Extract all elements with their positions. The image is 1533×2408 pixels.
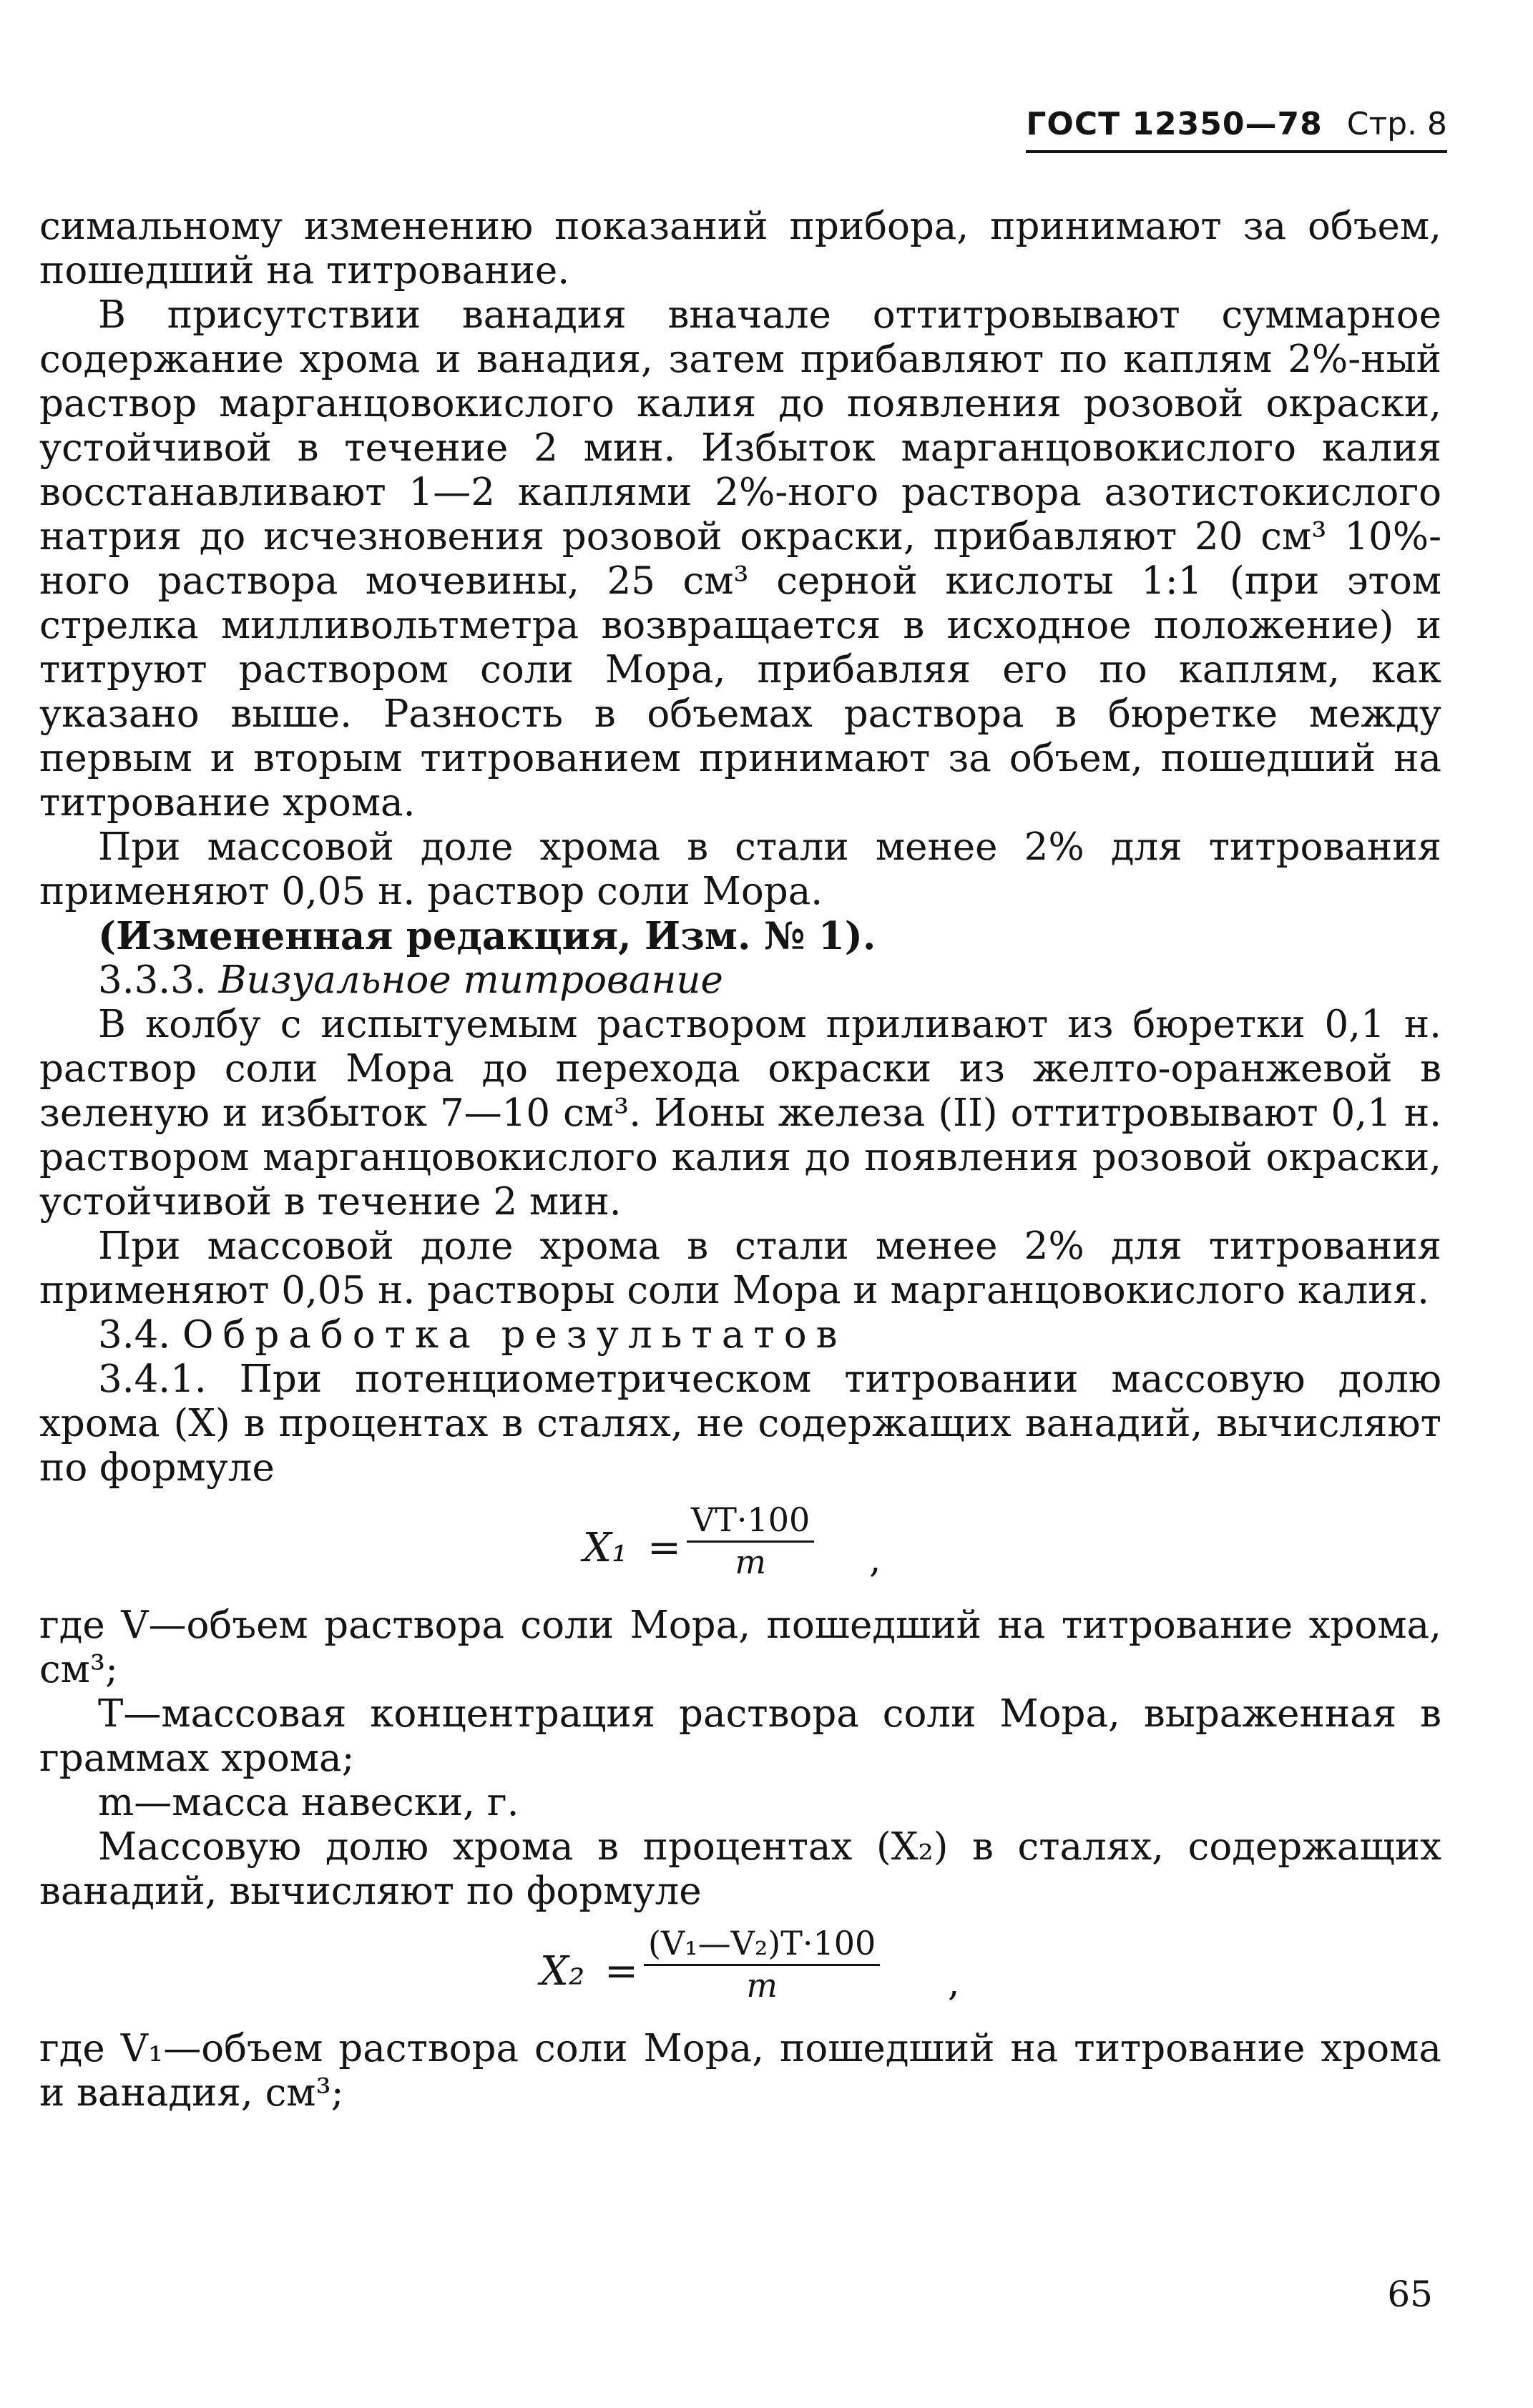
section-number: 3.3.3. xyxy=(98,958,207,1002)
formula-lhs: X₂ xyxy=(540,1948,585,1995)
page-label: Стр. 8 xyxy=(1346,106,1447,142)
paragraph: При массовой доле хрома в стали менее 2% для титрования применяют 0,05 н. раствор соли Мора. xyxy=(39,825,1441,913)
formula-numerator: VT·100 xyxy=(687,1500,814,1543)
paragraph: В колбу с испытуемым раствором приливают из бюретки 0,1 н. раствор соли Мора до перехода окраски из желто-оранжевой в зеленую и избыток 7—10 см³. Ионы железа (II) оттитровывают 0,1 н. раствором марганцовокислого калия до появления розовой окраски, устойчивой в течение 2 мин. xyxy=(39,1003,1441,1224)
section-heading xyxy=(39,1313,1441,1357)
formula-equals: = xyxy=(604,1948,638,1995)
variable-definition: m—масса навески, г. xyxy=(98,1781,519,1824)
paragraph: Массовую долю хрома в процентах (X₂) в сталях, содержащих ванадий, вычисляют по формуле xyxy=(39,1825,1441,1913)
formula-denominator: m xyxy=(735,1543,766,1581)
formula-denominator: m xyxy=(746,1966,778,2005)
amendment-note: (Измененная редакция, Изм. № 1). xyxy=(98,914,876,958)
standard-number: ГОСТ 12350—78 xyxy=(1026,106,1323,142)
formula-equals: = xyxy=(647,1525,681,1571)
page-number: 65 xyxy=(1387,2274,1433,2315)
formula-lhs: X₁ xyxy=(583,1525,628,1571)
section-heading xyxy=(39,958,1441,1003)
section-title: Визуальное титрование xyxy=(218,958,723,1002)
section-title: Обработка результатов xyxy=(182,1313,847,1357)
paragraph: 3.4.1. При потенциометрическом титровании массовую долю хрома (X) в процентах в сталях, не содержащих ванадий, вычисляют по формуле xyxy=(39,1357,1441,1490)
formula-x1 xyxy=(39,1500,1441,1593)
section-number: 3.4. xyxy=(98,1313,171,1357)
formula-comma: , xyxy=(948,1962,960,2005)
formula-numerator: (V₁—V₂)T·100 xyxy=(644,1924,880,1966)
paragraph: симальному изменению показаний прибора, принимают за объем, пошедший на титрование. xyxy=(39,205,1441,293)
variable-definition: где V₁—объем раствора соли Мора, пошедший на титрование хрома и ванадия, см³; xyxy=(39,2027,1441,2115)
formula-x2 xyxy=(39,1924,1441,2017)
paragraph: В присутствии ванадия вначале оттитровывают суммарное содержание хрома и ванадия, затем прибавляют по каплям 2%-ный раствор марганцовокислого калия до появления розовой окраски, устойчивой в течение 2 мин. Избыток марганцовокислого калия восстанавливают 1—2 каплями 2%-ного раствора азотистокислого натрия до исчезновения розовой окраски, прибавляют 20 см³ 10%-ного раствора мочевины, 25 см³ серной кислоты 1:1 (при этом стрелка милливольтметра возвращается в исходное положение) и титруют раствором соли Мора, прибавляя его по каплям, как указано выше. Разность в объемах раствора в бюретке между первым и вторым титрованием принимают за объем, пошедший на титрование хрома. xyxy=(39,293,1441,825)
formula-fraction xyxy=(644,1924,880,2005)
variable-definition: где V—объем раствора соли Мора, пошедший на титрование хрома, см³; xyxy=(39,1603,1441,1691)
paragraph: При массовой доле хрома в стали менее 2% для титрования применяют 0,05 н. растворы соли Мора и марганцовокислого калия. xyxy=(39,1224,1441,1312)
formula-comma: , xyxy=(869,1538,881,1581)
variable-definition: T—массовая концентрация раствора соли Мора, выраженная в граммах хрома; xyxy=(39,1692,1441,1780)
formula-fraction xyxy=(687,1500,814,1581)
body-text xyxy=(39,205,1441,2115)
page-header xyxy=(1026,106,1447,153)
